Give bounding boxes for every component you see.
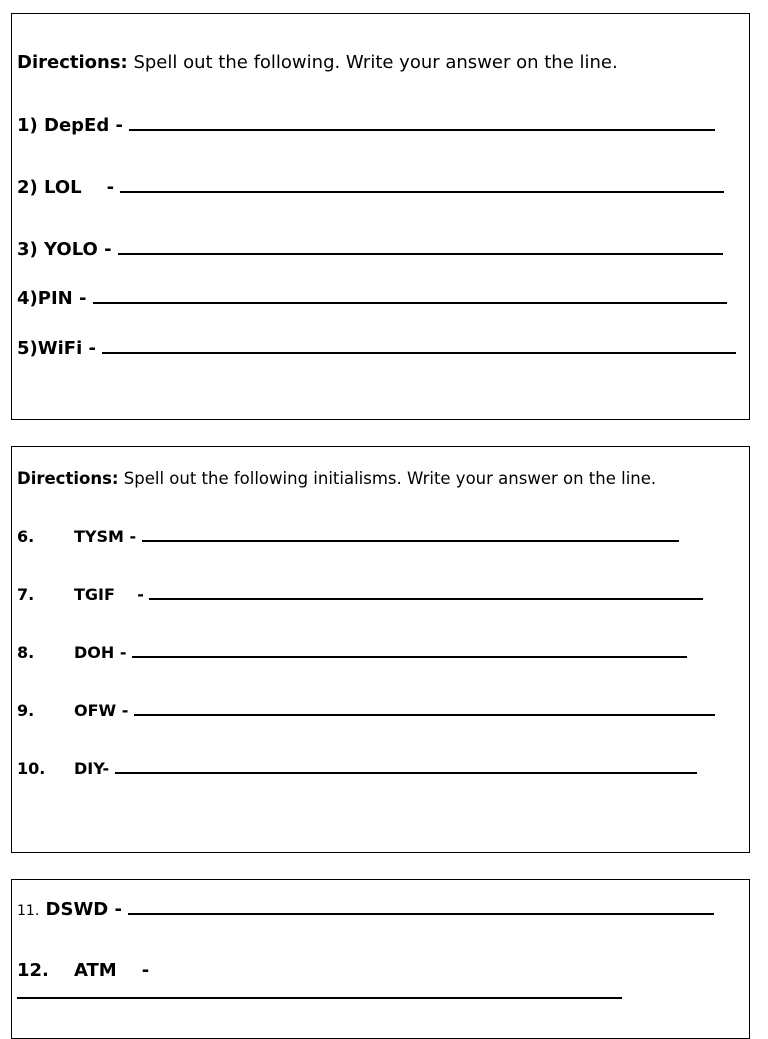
directions-text: Spell out the following initialisms. Write your answer on the line. [118,469,657,488]
answer-line[interactable] [118,252,723,255]
directions-label: Directions: [17,52,128,73]
answer-line[interactable] [129,128,715,131]
question-label: TYSM - [74,527,142,546]
question-label: TGIF - [74,585,150,604]
question-number: 7. [17,585,35,604]
question-label: 4)PIN - [17,288,93,309]
answer-line[interactable] [102,351,736,354]
question-label: OFW - [74,701,134,720]
question-label: 2) LOL - [17,177,121,198]
question-12-answer-row [17,984,622,1003]
exercise-box-3 [11,879,750,1039]
answer-line[interactable] [120,190,724,193]
question-number: 8. [17,643,35,662]
answer-line[interactable] [115,771,697,774]
question-label: DIY- [74,759,115,778]
question-number: 10. [17,759,46,778]
question-7 [17,585,703,604]
directions-1 [17,52,618,73]
question-11 [17,899,714,920]
question-label: ATM - [74,960,150,981]
exercise-box-1 [11,13,750,420]
answer-line[interactable] [93,301,727,304]
exercise-box-2 [11,446,750,853]
question-10 [17,759,697,778]
directions-label: Directions: [17,469,119,488]
question-9 [17,701,715,720]
question-number: 11. [17,903,40,919]
answer-line[interactable] [134,713,715,716]
question-number: 9. [17,701,35,720]
answer-line[interactable] [128,912,714,915]
question-label: DOH - [74,643,133,662]
question-label: 3) YOLO - [17,239,118,260]
answer-line[interactable] [132,655,687,658]
question-number: 6. [17,527,35,546]
directions-2 [17,469,656,488]
question-5 [17,338,736,359]
question-2 [17,177,724,198]
question-12 [17,960,149,981]
directions-text: Spell out the following. Write your answer on the line. [127,52,618,73]
question-label: DSWD - [39,899,129,920]
question-4 [17,288,727,309]
question-8 [17,643,687,662]
question-3 [17,239,723,260]
question-label: 1) DepEd - [17,115,130,136]
answer-line[interactable] [149,597,703,600]
question-1 [17,115,715,136]
answer-line[interactable] [17,996,622,999]
question-number: 12. [17,960,49,981]
question-label: 5)WiFi - [17,338,103,359]
answer-line[interactable] [142,539,679,542]
question-6 [17,527,679,546]
